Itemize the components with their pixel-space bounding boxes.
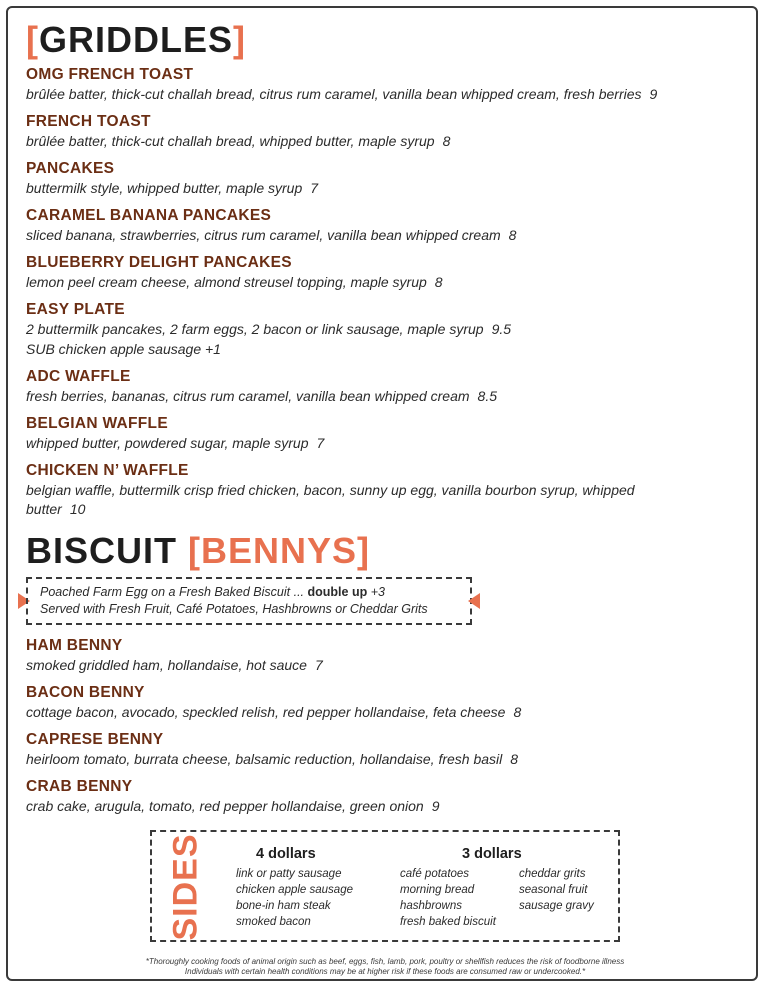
- item-price: 8: [442, 133, 451, 149]
- disclaimer-line-2: Individuals with certain health conditions may be at higher risk if these foods are consumed raw or undercooked.*: [184, 967, 586, 976]
- item-description: [26, 797, 726, 816]
- item-price: 8: [513, 704, 522, 720]
- list-item: cheddar grits: [519, 868, 586, 880]
- list-item: bone-in ham steak: [236, 900, 331, 912]
- item-description: [26, 132, 726, 151]
- item-description: [26, 226, 726, 245]
- item-name: FRENCH TOAST: [26, 113, 151, 130]
- item-name: ADC WAFFLE: [26, 368, 131, 385]
- item-price: 8: [434, 274, 443, 290]
- item-desc-text: brûlée batter, thick-cut challah bread, citrus rum caramel, vanilla bean whipped cream, fresh berries: [26, 86, 642, 102]
- item-name: EASY PLATE: [26, 301, 125, 318]
- list-item: seasonal fruit: [519, 884, 588, 896]
- bracket-close: ]: [357, 530, 371, 571]
- item-description: [26, 656, 726, 675]
- item-price: 10: [69, 501, 86, 517]
- note-line-2: Served with Fresh Fruit, Café Potatoes, Hashbrowns or Cheddar Grits: [40, 602, 428, 616]
- item-description: [26, 85, 726, 104]
- item-desc-text: smoked griddled ham, hollandaise, hot sauce: [26, 657, 307, 673]
- menu-item-bacon-benny: [26, 684, 726, 722]
- item-desc-text: cottage bacon, avocado, speckled relish, red pepper hollandaise, feta cheese: [26, 704, 506, 720]
- griddles-title: GRIDDLES: [39, 19, 234, 60]
- item-price: 8: [510, 751, 519, 767]
- item-desc-text: buttermilk style, whipped butter, maple syrup: [26, 180, 303, 196]
- double-up-price: +3: [367, 585, 385, 599]
- item-name: CARAMEL BANANA PANCAKES: [26, 207, 272, 224]
- list-item: café potatoes: [400, 868, 470, 880]
- item-name: PANCAKES: [26, 160, 115, 177]
- item-name: BACON BENNY: [26, 684, 145, 701]
- item-desc-text: 2 buttermilk pancakes, 2 farm eggs, 2 bacon or link sausage, maple syrup: [26, 321, 484, 337]
- three-dollar-list-2: [519, 866, 594, 914]
- menu-item-adc-waffle: [26, 368, 726, 406]
- menu-item-caramel-banana-pancakes: [26, 207, 726, 245]
- double-up-label: double up: [307, 585, 368, 599]
- item-name: CHICKEN N’ WAFFLE: [26, 462, 189, 479]
- item-description: [26, 481, 666, 519]
- item-description: [26, 434, 726, 453]
- item-price: 9.5: [491, 321, 512, 337]
- item-description: [26, 703, 726, 722]
- item-desc-text: whipped butter, powdered sugar, maple syrup: [26, 435, 309, 451]
- list-item: link or patty sausage: [236, 868, 342, 880]
- list-item: fresh baked biscuit: [400, 916, 496, 928]
- list-item: sausage gravy: [519, 900, 594, 912]
- menu-item-ham-benny: [26, 637, 726, 675]
- note-line-1: [40, 584, 470, 601]
- menu-item-blueberry-delight-pancakes: [26, 254, 726, 292]
- menu-item-caprese-benny: [26, 731, 726, 769]
- list-item: smoked bacon: [236, 916, 311, 928]
- list-item: morning bread: [400, 884, 475, 896]
- item-description: [26, 750, 726, 769]
- four-dollar-list: [236, 866, 353, 930]
- right-arrow-icon: [468, 593, 480, 609]
- bennys-title-bracket: BENNYS: [201, 530, 358, 571]
- item-name: HAM BENNY: [26, 637, 123, 654]
- menu-item-omg-french-toast: [26, 66, 726, 104]
- item-price: 8: [508, 227, 517, 243]
- bracket-close: ]: [233, 19, 247, 60]
- menu-item-chicken-n-waffle: [26, 462, 666, 519]
- item-description: [26, 273, 726, 292]
- bennys-title-main: BISCUIT: [26, 530, 189, 571]
- item-desc-text: sliced banana, strawberries, citrus rum caramel, vanilla bean whipped cream: [26, 227, 501, 243]
- item-description: [26, 179, 726, 198]
- bracket-open: [: [26, 19, 39, 60]
- item-description: [26, 320, 726, 339]
- griddles-heading: [26, 20, 246, 60]
- item-price: 9: [649, 86, 658, 102]
- item-name: OMG FRENCH TOAST: [26, 66, 194, 83]
- item-name: CAPRESE BENNY: [26, 731, 164, 748]
- list-item: hashbrowns: [400, 900, 463, 912]
- item-desc-text: crab cake, arugula, tomato, red pepper hollandaise, green onion: [26, 798, 424, 814]
- menu-item-belgian-waffle: [26, 415, 726, 453]
- menu-item-french-toast: [26, 113, 726, 151]
- item-name: BLUEBERRY DELIGHT PANCAKES: [26, 254, 292, 271]
- disclaimer-line-1: *Thoroughly cooking foods of animal origin such as beef, eggs, fish, lamb, pork, poultry or shellfish reduces the risk of foodborne illness: [145, 957, 625, 966]
- sides-label: SIDES: [166, 833, 205, 941]
- menu-item-pancakes: [26, 160, 726, 198]
- item-desc-text: lemon peel cream cheese, almond streusel topping, maple syrup: [26, 274, 427, 290]
- item-price: 9: [431, 798, 440, 814]
- item-price: 7: [310, 180, 319, 196]
- bennys-heading: [26, 531, 370, 571]
- note-text: Poached Farm Egg on a Fresh Baked Biscuit ...: [40, 585, 308, 599]
- item-description: [26, 387, 726, 406]
- three-dollar-list-1: [400, 866, 496, 930]
- four-dollar-heading: 4 dollars: [256, 846, 316, 862]
- item-price: 7: [316, 435, 325, 451]
- item-price: 8.5: [477, 388, 498, 404]
- item-name: BELGIAN WAFFLE: [26, 415, 168, 432]
- menu-item-easy-plate: [26, 301, 726, 359]
- three-dollar-heading: 3 dollars: [462, 846, 522, 862]
- item-desc-text: belgian waffle, buttermilk crisp fried chicken, bacon, sunny up egg, vanilla bourbon syrup, whipped butter: [26, 482, 635, 517]
- item-desc-text: heirloom tomato, burrata cheese, balsamic reduction, hollandaise, fresh basil: [26, 751, 503, 767]
- item-sub-option: SUB chicken apple sausage +1: [26, 341, 221, 357]
- item-price: 7: [314, 657, 323, 673]
- list-item: chicken apple sausage: [236, 884, 353, 896]
- bennys-note-box: [26, 577, 472, 625]
- menu-item-crab-benny: [26, 778, 726, 816]
- item-name: CRAB BENNY: [26, 778, 133, 795]
- item-desc-text: fresh berries, bananas, citrus rum caramel, vanilla bean whipped cream: [26, 388, 470, 404]
- item-desc-text: brûlée batter, thick-cut challah bread, whipped butter, maple syrup: [26, 133, 435, 149]
- bracket-open: [: [188, 530, 202, 571]
